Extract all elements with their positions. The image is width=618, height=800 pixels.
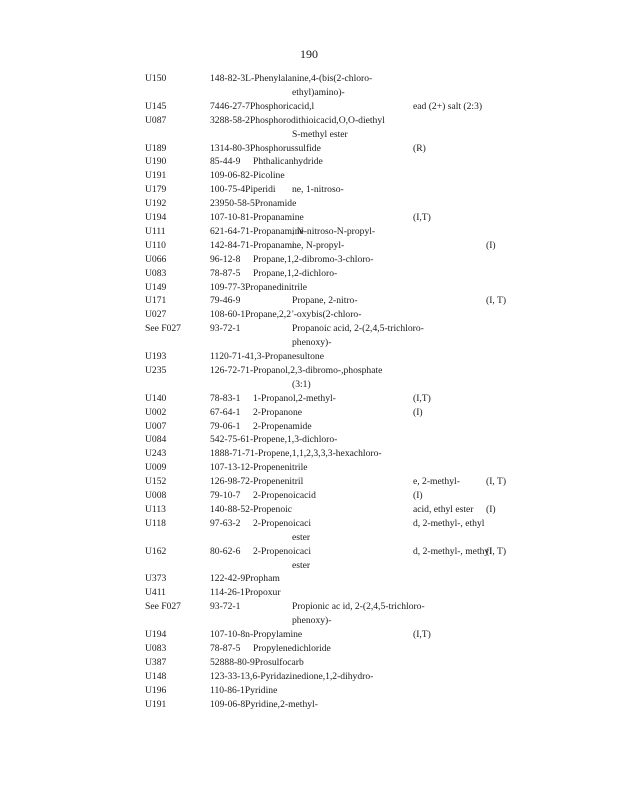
list-item: [0, 559, 618, 573]
entry-text-cont: Propanoic acid, 2-(2,4,5-trichloro-: [292, 323, 424, 335]
list-item: [0, 670, 618, 684]
entry-cas-name: 109-06-8Pyridine,2-methyl-: [210, 698, 318, 710]
entry-cas-name: 96-12-8: [210, 253, 241, 265]
entry-cas-name: 114-26-1Propoxur: [210, 587, 281, 599]
entry-code: U084: [145, 434, 167, 446]
entry-code: U087: [145, 114, 167, 126]
entry-cas-name: 52888-80-9Prosulfocarb: [210, 656, 304, 668]
entry-cas-name: 140-88-52-Propenoic: [210, 503, 293, 515]
entry-code: U193: [145, 351, 167, 362]
list-item: [0, 392, 618, 406]
entry-cas-name: 23950-58-5Pronamide: [210, 198, 297, 210]
list-item: [0, 197, 618, 211]
entry-cas-name: 123-33-13,6-Pyridazinedione,1,2-dihydro-: [210, 670, 374, 682]
entry-code: U191: [145, 170, 167, 182]
entry-text-cont: ester: [292, 531, 311, 543]
entry-cas-name: 85-44-9: [210, 156, 241, 168]
entry-code: U027: [145, 309, 167, 321]
entry-cas-name: 107-10-8n-Propylamine: [210, 629, 303, 640]
list-item: [0, 545, 618, 559]
entry-text: Propylenedichloride: [253, 642, 331, 654]
list-item: [0, 586, 618, 600]
list-item: [0, 406, 618, 420]
list-item: [0, 656, 618, 670]
entry-text-cont: (3:1): [292, 378, 311, 390]
list-item: [0, 461, 618, 475]
entry-qualifier: ead (2+) salt (2:3): [413, 100, 483, 112]
entry-code: U192: [145, 198, 167, 210]
list-item: [0, 684, 618, 698]
entry-code: U191: [145, 698, 167, 710]
entry-text-cont: ethyl)amino)-: [292, 86, 345, 98]
entry-text-cont: Propane, 2-nitro-: [292, 295, 358, 307]
entry-cas-name: 107-13-12-Propenenitrile: [210, 462, 308, 474]
entry-cas-name: 79-46-9: [210, 295, 241, 307]
entry-cas-name: 126-98-72-Propenenitril: [210, 476, 304, 488]
entry-cas-name: 108-60-1Propane,2,2: [210, 309, 291, 321]
list-item: [0, 475, 618, 489]
list-item: [0, 489, 618, 503]
entry-text-cont: ester: [292, 559, 311, 571]
entry-code: U140: [145, 392, 167, 404]
entry-cas-name: 67-64-1: [210, 406, 241, 418]
list-item: [0, 420, 618, 434]
entry-code: U194: [145, 629, 167, 640]
list-item: [0, 322, 618, 336]
entry-cas-name: 148-82-3L-Phenylalanine,4-(bis(2-chloro-: [210, 73, 373, 84]
entry-cas-name: 78-87-5: [210, 267, 241, 279]
entry-code: U148: [145, 670, 167, 682]
list-item: [0, 211, 618, 225]
list-item: [0, 294, 618, 308]
entry-code: See F027: [145, 601, 181, 613]
entry-code: U411: [145, 587, 166, 599]
entry-text-cont: ne, N-propyl-: [292, 239, 345, 251]
list-item: [0, 433, 618, 447]
entry-cas-name: 78-83-1: [210, 392, 241, 404]
entry-qualifier: (R): [413, 142, 426, 154]
entry-cas-name: 97-63-2: [210, 517, 241, 529]
list-item: [0, 642, 618, 656]
entry-text-cont: S-methyl ester: [292, 128, 348, 140]
list-item: [0, 308, 618, 322]
entry-code: U152: [145, 476, 167, 488]
list-item: [0, 628, 618, 642]
entry-cas-name: 100-75-4Piperidi: [210, 184, 276, 196]
list-item: [0, 225, 618, 239]
list-item: [0, 503, 618, 517]
list-item: [0, 267, 618, 281]
entry-text: 2-Propenoicaci: [253, 517, 312, 529]
list-item: [0, 614, 618, 628]
entry-cas-name: 109-06-82-Picoline: [210, 170, 285, 182]
entry-code: U113: [145, 503, 166, 515]
entry-qualifier: d, 2-methyl-, ethyl: [413, 517, 485, 529]
entry-hazard: (I, T): [486, 476, 507, 488]
list-item: [0, 128, 618, 142]
entry-code: U171: [145, 295, 167, 307]
entry-text: Phthalicanhydride: [253, 156, 323, 168]
entry-hazard: (I, T): [486, 545, 507, 557]
entry-text-cont: Propionic ac id, 2-(2,4,5-trichloro-: [292, 601, 425, 613]
entry-qualifier: (I): [413, 406, 423, 418]
entry-cas-name: 122-42-9Propham: [210, 573, 280, 585]
list-item: [0, 183, 618, 197]
entry-code: U149: [145, 281, 167, 293]
entry-text: Propane,1,2-dibromo-3-chloro-: [253, 253, 374, 265]
entry-text: 2-Propenoicaci: [253, 545, 312, 557]
entry-qualifier: (I,T): [413, 392, 431, 404]
entry-cas-name: 107-10-81-Propanamine: [210, 212, 304, 223]
entry-cas-name: 79-06-1: [210, 420, 241, 432]
entry-qualifier: (I): [413, 490, 423, 501]
list-item: [0, 169, 618, 183]
entry-qualifier: acid, ethyl ester: [413, 503, 474, 515]
list-item: [0, 350, 618, 364]
entry-cas-name: 110-86-1Pyridine: [210, 684, 278, 696]
entry-text-cont: phenoxy)-: [292, 337, 332, 349]
list-item: [0, 72, 618, 86]
entry-cas-name: 542-75-61-Propene,1,3-dichloro-: [210, 434, 338, 446]
list-item: [0, 281, 618, 295]
entry-text-cont: ne, 1-nitroso-: [292, 184, 344, 196]
list-item: [0, 531, 618, 545]
entry-text: 2-Propenamide: [253, 420, 312, 432]
entry-code: U189: [145, 142, 167, 154]
entry-code: U111: [145, 225, 166, 237]
list-item: [0, 600, 618, 614]
entry-code: U190: [145, 156, 167, 168]
entry-code: U007: [145, 420, 167, 432]
entry-cas-name: 93-72-1: [210, 601, 241, 613]
entry-cas-name: 7446-27-7Phosphoricacid,l: [210, 100, 315, 112]
entry-code: U387: [145, 656, 167, 668]
entry-cas-name: 93-72-1: [210, 323, 241, 335]
entry-qualifier: d, 2-methyl-, methyl: [413, 545, 492, 557]
entry-hazard: (I, T): [486, 295, 507, 307]
list-item: [0, 364, 618, 378]
list-item: [0, 100, 618, 114]
entry-code: U009: [145, 462, 167, 474]
entry-cas-name: 1120-71-41,3-Propanesultone: [210, 351, 324, 362]
entry-cas-name: 142-84-71-Propanami: [210, 239, 295, 251]
list-item: [0, 142, 618, 156]
page-number: 190: [300, 47, 318, 61]
entry-code: U194: [145, 212, 167, 223]
entry-cas-name: 126-72-71-Propanol,2,3-dibromo-,phosphate: [210, 364, 383, 376]
entry-text-cont: '-oxybis(2-chloro-: [292, 309, 362, 321]
entry-code: U083: [145, 267, 167, 279]
entry-code: U118: [145, 517, 166, 529]
entry-cas-name: 621-64-71-Propanamine: [210, 225, 304, 237]
entry-qualifier: (I,T): [413, 629, 431, 640]
entry-text: 1-Propanol,2-methyl-: [253, 392, 336, 404]
list-item: [0, 517, 618, 531]
entry-cas-name: 79-10-7: [210, 490, 241, 501]
entry-code: U179: [145, 184, 167, 196]
list-item: [0, 114, 618, 128]
entry-hazard: (I): [486, 239, 496, 251]
entry-cas-name: 109-77-3Propanedinitrile: [210, 281, 307, 293]
list-item: [0, 378, 618, 392]
list-item: [0, 447, 618, 461]
entry-code: U002: [145, 406, 167, 418]
entry-cas-name: 1888-71-71-Propene,1,1,2,3,3,3-hexachloro-: [210, 448, 382, 460]
entry-cas-name: 1314-80-3Phosphorussulfide: [210, 142, 321, 154]
entry-text-cont: , N-nitroso-N-propyl-: [292, 225, 376, 237]
entry-hazard: (I): [486, 503, 496, 515]
entry-code: U162: [145, 545, 167, 557]
entry-code: U008: [145, 490, 167, 501]
entry-code: U145: [145, 100, 167, 112]
list-item: [0, 155, 618, 169]
entry-text: 2-Propanone: [253, 406, 303, 418]
entry-code: U243: [145, 448, 167, 460]
entry-text: Propane,1,2-dichloro-: [253, 267, 338, 279]
entry-cas-name: 3288-58-2Phosphorodithioicacid,O,O-diethyl: [210, 114, 385, 126]
list-item: [0, 698, 618, 712]
list-item: [0, 572, 618, 586]
entry-cas-name: 80-62-6: [210, 545, 241, 557]
entry-cas-name: 78-87-5: [210, 642, 241, 654]
entry-qualifier: e, 2-methyl-: [413, 476, 460, 488]
entry-code: U196: [145, 684, 167, 696]
entry-code: U083: [145, 642, 167, 654]
entry-qualifier: (I,T): [413, 212, 431, 223]
entry-text: 2-Propenoicacid: [253, 490, 316, 501]
entry-code: U150: [145, 73, 167, 84]
list-item: [0, 239, 618, 253]
entry-code: See F027: [145, 323, 181, 335]
entry-code: U110: [145, 239, 166, 251]
list-item: [0, 336, 618, 350]
list-item: [0, 253, 618, 267]
entry-text-cont: phenoxy)-: [292, 615, 332, 627]
entry-code: U235: [145, 364, 167, 376]
entry-code: U066: [145, 253, 167, 265]
list-item: [0, 86, 618, 100]
entry-code: U373: [145, 573, 167, 585]
